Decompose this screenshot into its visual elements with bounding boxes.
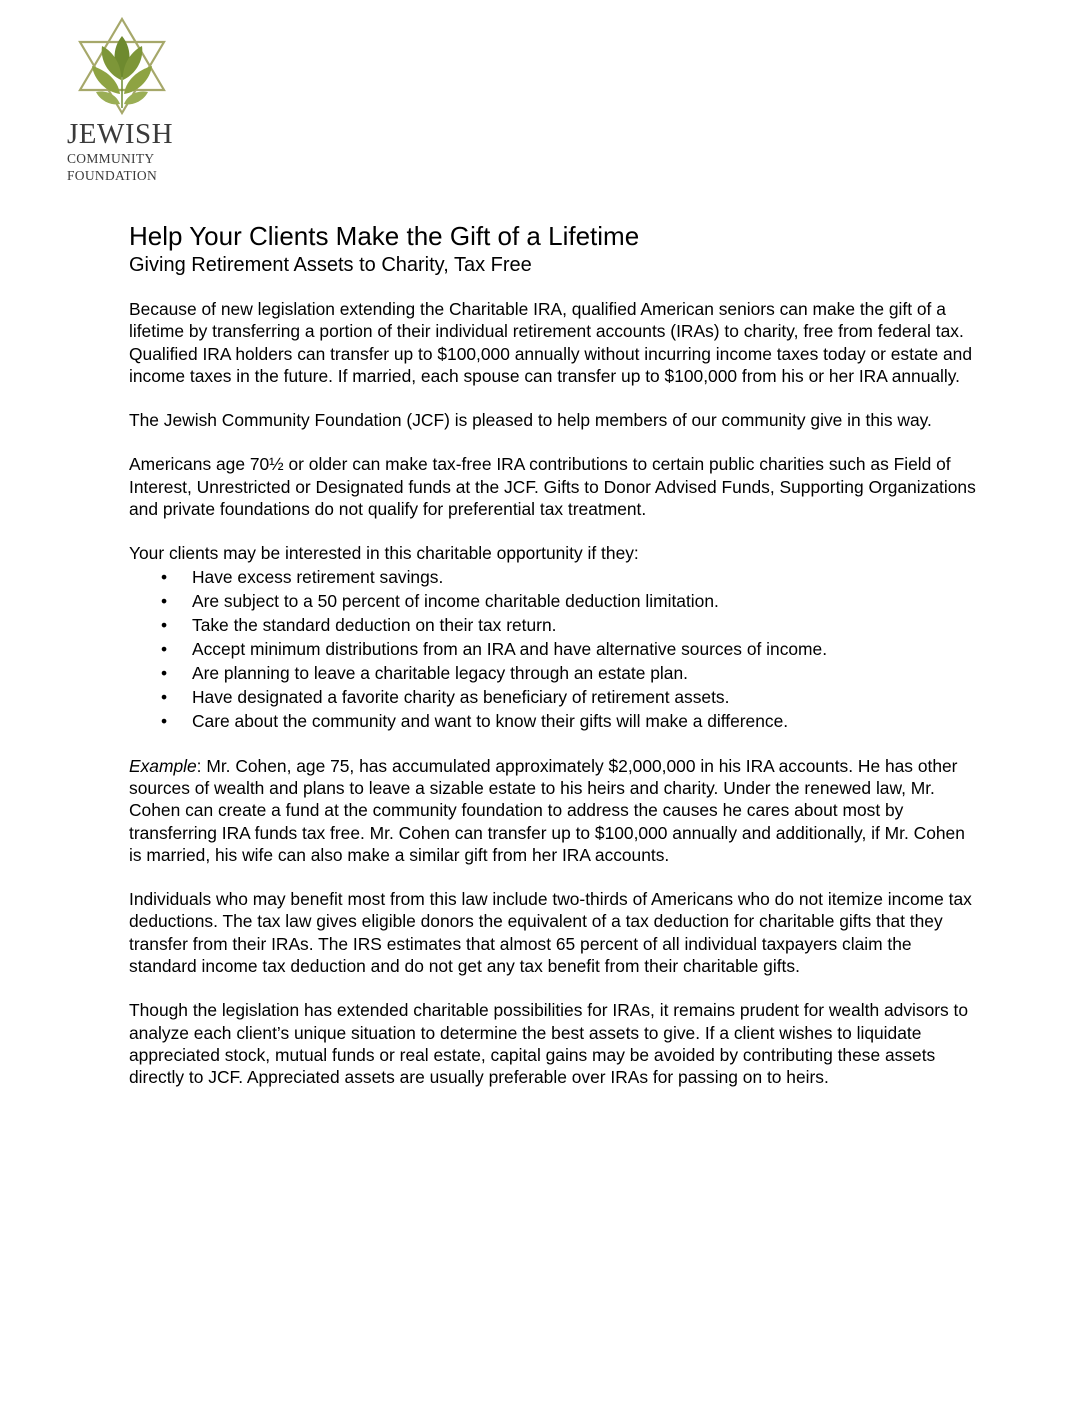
paragraph-eligibility: Americans age 70½ or older can make tax-free IRA contributions to certain public charities such as Field of Interest, Unrestricted or Designated funds at the JCF. Gifts to Donor Advised Funds, Supporting Organizations and private foundations do not qualify for preferential tax treatment. [129,454,976,520]
bullet-icon: • [161,710,168,731]
list-item-text: Take the standard deduction on their tax return. [192,614,557,635]
document-title: Help Your Clients Make the Gift of a Lifetime [129,221,640,251]
bullet-icon: • [161,686,168,707]
document-subtitle: Giving Retirement Assets to Charity, Tax Free [129,254,532,276]
list-item-text: Have designated a favorite charity as beneficiary of retirement assets. [192,686,730,707]
example-label: Example [129,755,197,776]
list-item-text: Have excess retirement savings. [192,566,444,587]
list-item [129,709,979,733]
list-item-text: Are subject to a 50 percent of income charitable deduction limitation. [192,590,719,611]
list-item [129,589,979,613]
bullet-icon: • [161,614,168,635]
paragraph-intro: Because of new legislation extending the Charitable IRA, qualified American seniors can make the gift of a lifetime by transferring a portion of their individual retirement accounts (IRAs) to charity, free from federal tax. Qualified IRA holders can transfer up to $100,000 annually without incurring income taxes today or estate and income taxes in the future. If married, each spouse can transfer up to $100,000 from his or her IRA annually. [129,299,972,386]
paragraph-benefit: Individuals who may benefit most from this law include two-thirds of Americans who do not itemize income tax deductions. The tax law gives eligible donors the equivalent of a tax deduction for charitable gifts that they transfer from their IRAs. The IRS estimates that almost 65 percent of all individual taxpayers claim the standard income tax deduction and do not get any tax benefit from their charitable gifts. [129,889,972,977]
star-of-david-leaves-icon [72,16,172,116]
bullet-icon: • [161,590,168,611]
list-item [129,685,979,709]
bullet-icon: • [161,566,168,587]
list-item [129,637,979,661]
bullet-icon: • [161,662,168,683]
list-item-text: Accept minimum distributions from an IRA and have alternative sources of income. [192,638,828,659]
list-item [129,613,979,637]
organization-logo [62,16,182,182]
paragraph-advice: Though the legislation has extended charitable possibilities for IRAs, it remains prudent for wealth advisors to analyze each client’s unique situation to determine the best assets to give. If a client wishes to liquidate appreciated stock, mutual funds or real estate, capital gains may be avoided by contributing these assets directly to JCF. Appreciated assets are usually preferable over IRAs for passing on to heirs. [129,1000,969,1088]
paragraph-example [129,755,979,866]
document-body [129,221,979,1089]
example-text: : Mr. Cohen, age 75, has accumulated approximately $2,000,000 in his IRA accounts. He has other sources of wealth and plans to leave a sizable estate to his heirs and charity. Under the renewed law, Mr. Cohen can create a fund at the community foundation to address the causes he cares about most by transferring IRA funds tax free. Mr. Cohen can transfer up to $100,000 annually and additionally, if Mr. Cohen is married, his wife can also make a similar gift from her IRA accounts. [129,755,965,865]
list-item [129,565,979,589]
list-item-text: Are planning to leave a charitable legacy through an estate plan. [192,662,688,683]
bullet-list [129,565,979,733]
bullet-icon: • [161,638,168,659]
list-item [129,661,979,685]
logo-wordmark [62,120,182,182]
list-item-text: Care about the community and want to know their gifts will make a difference. [192,710,789,731]
paragraph-bullets-intro: Your clients may be interested in this charitable opportunity if they: [129,543,639,564]
logo-line-foundation: FOUNDATION [67,167,157,183]
logo-line-jewish: JEWISH [67,118,174,150]
logo-line-community: COMMUNITY [67,151,155,166]
paragraph-jcf: The Jewish Community Foundation (JCF) is pleased to help members of our community give in this way. [129,410,932,431]
